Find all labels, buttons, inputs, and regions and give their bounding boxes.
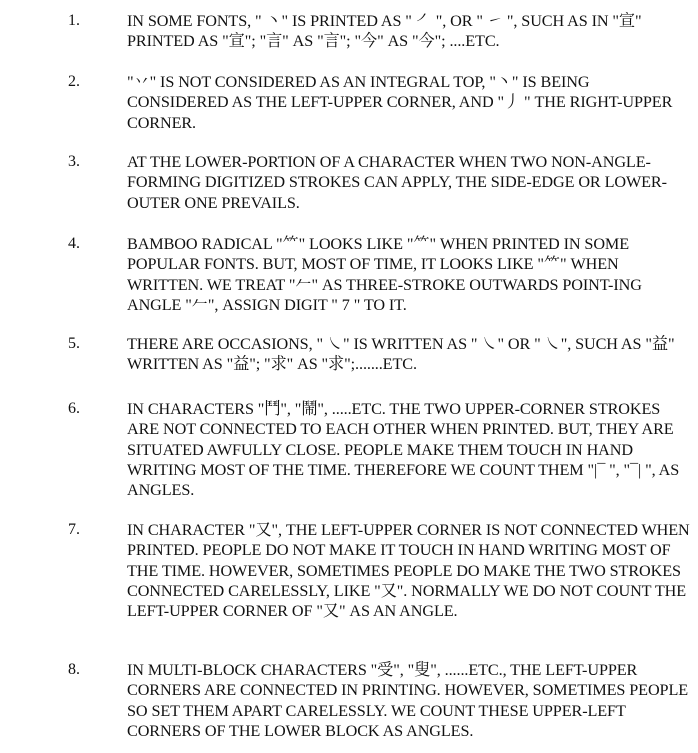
note-number: 1. [68, 12, 80, 29]
note-text: "丷" IS NOT CONSIDERED AS AN INTEGRAL TOP, "丶" IS BEING CONSIDERED AS THE LEFT-UPPER CORNER, AND "丿 " THE RIGHT-UPPER CORNER. [127, 73, 673, 132]
note-number: 6. [68, 400, 80, 417]
note-number: 3. [68, 153, 80, 170]
note-text: IN CHARACTERS "鬥", "鬧", .....ETC. THE TWO UPPER-CORNER STROKES ARE NOT CONNECTED TO EACH OTHER WHEN PRINTED. BUT, THEY ARE SITUATED AWFULLY CLOSE. PEOPLE MAKE THEM TOUCH IN HAND WRITING MOST OF THE TIME. THEREFORE WE COUNT THEM "|¯ ", "¯| ", AS ANGLES. [127, 400, 680, 500]
note-number: 7. [68, 521, 80, 538]
note-text: AT THE LOWER-PORTION OF A CHARACTER WHEN TWO NON-ANGLE-FORMING DIGITIZED STROKES CAN APPLY, THE SIDE-EDGE OR LOWER-OUTER ONE PREVAILS. [127, 153, 667, 212]
note-number: 4. [68, 235, 80, 252]
note-text: IN MULTI-BLOCK CHARACTERS "受", "叟", ......ETC., THE LEFT-UPPER CORNERS ARE CONNECTED IN PRINTING. HOWEVER, SOMETIMES PEOPLE SO SET THEM APART CARELESSLY. WE COUNT THESE UPPER-LEFT CORNERS OF THE LOWER BLOCK AS ANGLES. [127, 661, 689, 740]
note-text: BAMBOO RADICAL "⺮" LOOKS LIKE "⺮" WHEN PRINTED IN SOME POPULAR FONTS. BUT, MOST OF TIME, IT LOOKS LIKE "⺮" WHEN WRITTEN. WE TREAT "𠂉" AS THREE-STROKE OUTWARDS POINT-ING ANGLE "𠂉", ASSIGN DIGIT " 7 " TO IT. [127, 235, 642, 314]
note-number: 2. [68, 73, 80, 90]
note-text: THERE ARE OCCASIONS, " ㇏" IS WRITTEN AS " ㇏" OR " ㇏", SUCH AS "益" WRITTEN AS "益"; "求" AS "求";.......ETC. [127, 335, 675, 374]
note-text: IN CHARACTER "又", THE LEFT-UPPER CORNER IS NOT CONNECTED WHEN PRINTED. PEOPLE DO NOT MAKE IT TOUCH IN HAND WRITING MOST OF THE TIME. HOWEVER, SOMETIMES PEOPLE DO MAKE THE TWO STROKES CONNECTED CARELESSLY, LIKE "又". NORMALLY WE DO NOT COUNT THE LEFT-UPPER CORNER OF "又" AS AN ANGLE. [127, 521, 690, 621]
note-number: 5. [68, 335, 80, 352]
note-text: IN SOME FONTS, " 丶" IS PRINTED AS " ㇒ ", OR " ㇀ ", SUCH AS IN "宣" PRINTED AS "宣"; "言" AS "言"; "今" AS "今"; ....ETC. [127, 12, 642, 51]
note-number: 8. [68, 661, 80, 678]
